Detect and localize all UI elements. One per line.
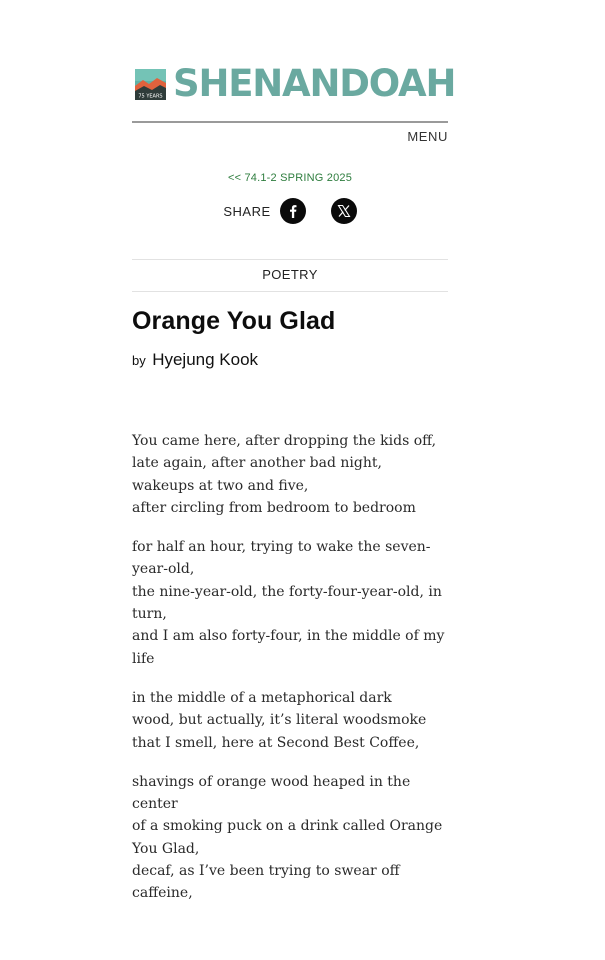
- author-link[interactable]: Hyejung Kook: [152, 350, 259, 369]
- x-share-button[interactable]: [331, 198, 357, 224]
- share-label: SHARE: [223, 203, 271, 219]
- poem-line: late again, after another bad night, wakeups at two and five,: [132, 455, 382, 494]
- poem-line: the nine-year-old, the forty-four-year-old, in turn,: [132, 583, 442, 623]
- logo-badge-text: 75 YEARS: [138, 93, 163, 99]
- facebook-share-button[interactable]: [280, 198, 306, 224]
- section-divider-top: [132, 259, 448, 260]
- stanza: [132, 687, 448, 754]
- byline: [132, 350, 448, 370]
- site-logo[interactable]: [132, 62, 456, 106]
- header-divider: [132, 121, 448, 123]
- stanza: [132, 536, 448, 670]
- article-title: Orange You Glad: [132, 307, 336, 335]
- poem-line: You came here, after dropping the kids off,: [132, 433, 437, 449]
- stanza: [132, 771, 448, 905]
- poem-line: decaf, as I’ve been trying to swear off caffeine,: [132, 863, 400, 902]
- poem-line: wood, but actually, it’s literal woodsmoke: [132, 712, 427, 729]
- menu-button[interactable]: MENU: [407, 129, 448, 144]
- byline-prefix: by: [132, 353, 146, 368]
- poem-line: after circling from bedroom to bedroom: [132, 499, 416, 516]
- poem-line: in the middle of a metaphorical dark: [132, 689, 392, 706]
- poem-line: that I smell, here at Second Best Coffee,: [132, 734, 420, 751]
- logo-wordmark: SHENANDOAH: [173, 62, 456, 105]
- logo-badge-icon: [135, 69, 166, 100]
- stanza: [132, 430, 448, 519]
- poem-line: shavings of orange wood heaped in the center: [132, 773, 411, 813]
- issue-back-link[interactable]: << 74.1-2 SPRING 2025: [227, 172, 353, 184]
- poem-line: and I am also forty-four, in the middle of my life: [132, 628, 445, 667]
- share-bar: [132, 198, 448, 224]
- section-divider-bottom: [132, 291, 448, 292]
- x-twitter-icon: [337, 204, 351, 218]
- section-label[interactable]: POETRY: [262, 267, 318, 282]
- poem-line: of a smoking puck on a drink called Orange You Glad,: [132, 818, 443, 857]
- facebook-icon: [286, 204, 300, 218]
- poem-line: for half an hour, trying to wake the seven-year-old,: [132, 539, 431, 578]
- poem-body: [132, 430, 448, 922]
